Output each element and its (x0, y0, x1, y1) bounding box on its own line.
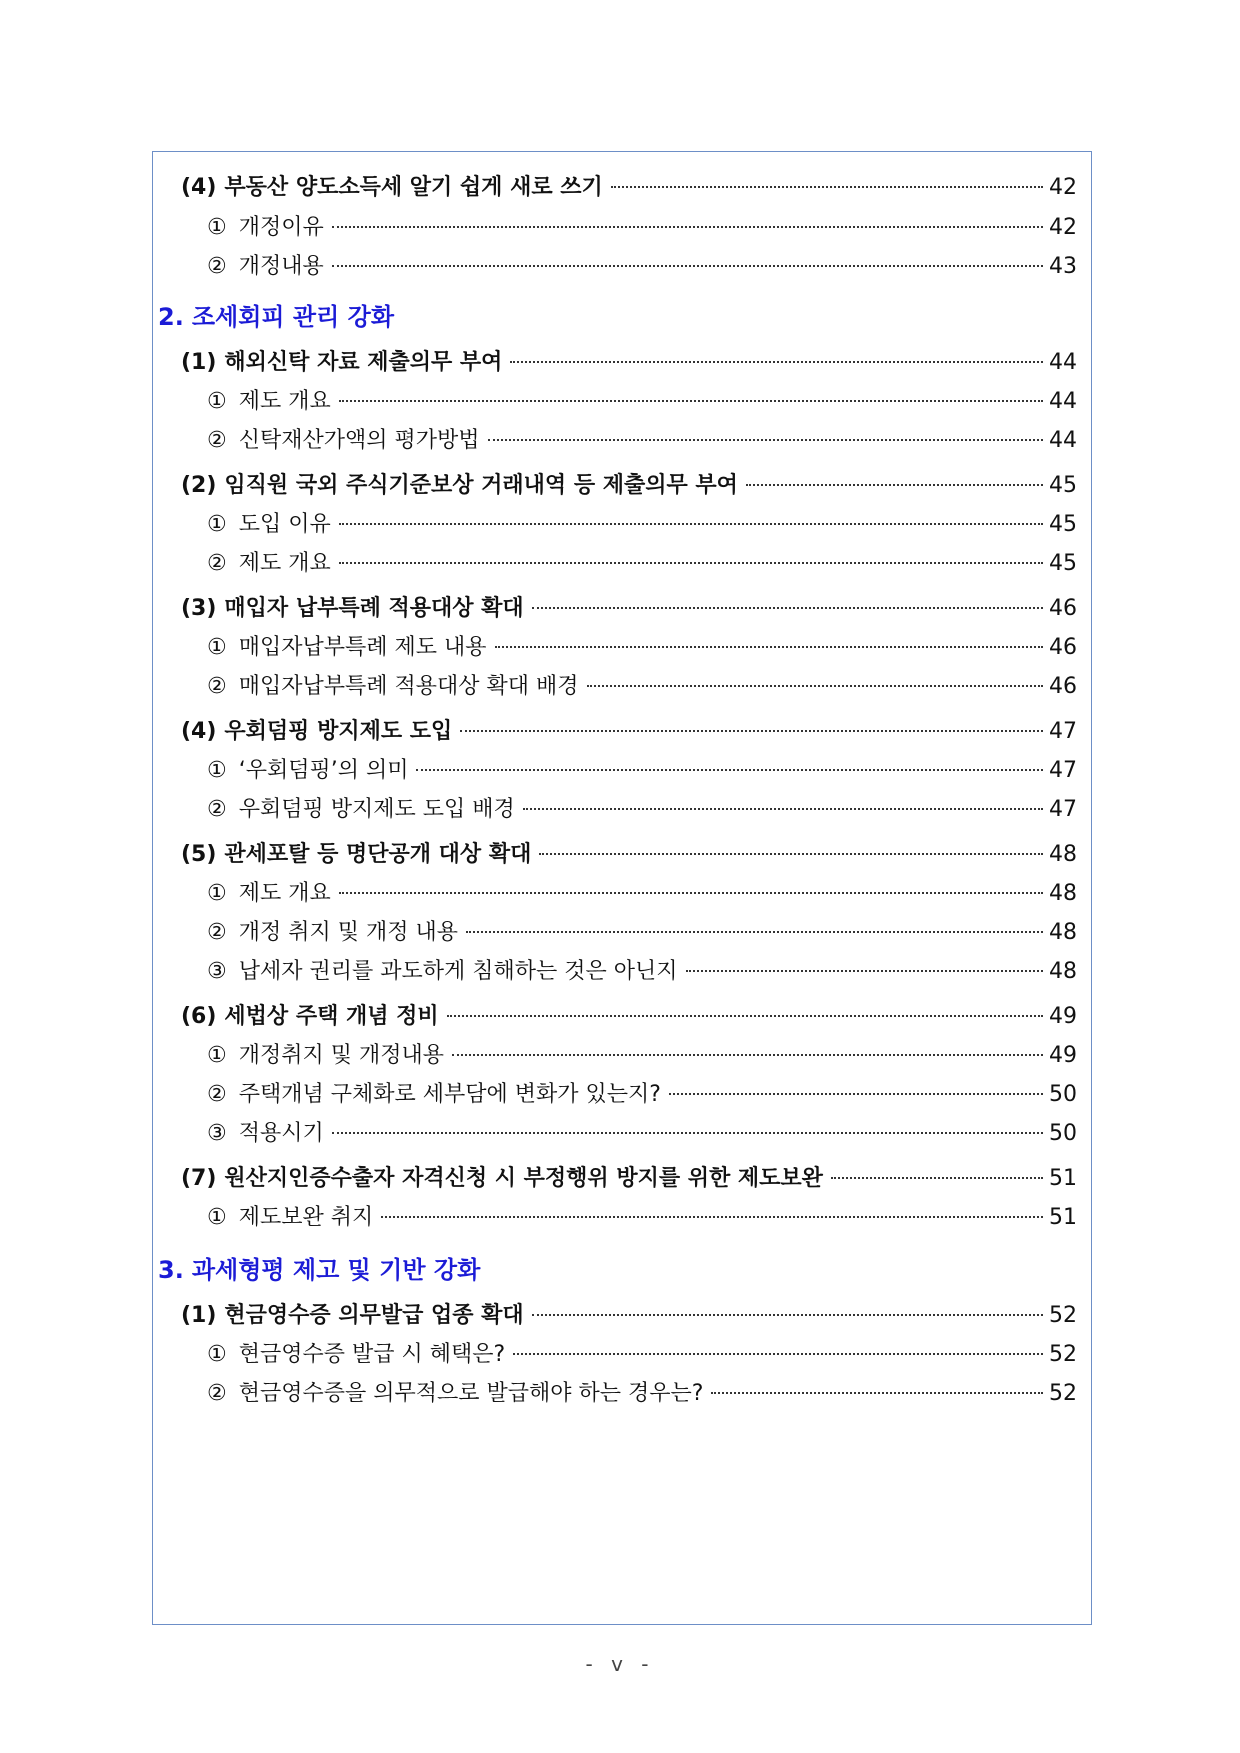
toc-entry-number: 2. (158, 303, 184, 331)
toc-page-number: 49 (1049, 1004, 1077, 1029)
toc-entry-title: 제도보완 취지 (238, 1205, 374, 1230)
toc-entry-label (207, 249, 324, 280)
toc-page-number: 44 (1049, 428, 1077, 453)
toc-subitem[interactable] (207, 210, 1077, 241)
toc-entry-label (207, 1077, 661, 1108)
dot-leader (523, 808, 1043, 810)
toc-entry-number: (2) (181, 473, 217, 498)
toc-item[interactable] (181, 1298, 1077, 1329)
toc-page-number: 46 (1049, 635, 1077, 660)
toc-item[interactable] (181, 591, 1077, 622)
toc-page-number: 48 (1049, 842, 1077, 867)
toc-entry-label (181, 591, 524, 622)
page-number: - v - (585, 1652, 655, 1676)
toc-entry-number: (6) (181, 1004, 217, 1029)
toc-entry-number: ① (207, 758, 227, 783)
toc-entry-title: 과세형평 제고 및 기반 강화 (191, 1256, 481, 1284)
toc-entry-number: (3) (181, 596, 217, 621)
toc-page-number: 44 (1049, 350, 1077, 375)
toc-entry-title: 우회덤핑 방지제도 도입 (224, 719, 453, 744)
toc-subitem[interactable] (207, 792, 1077, 823)
toc-entry-number: ② (207, 254, 227, 279)
toc-entry-label (207, 876, 331, 907)
toc-page-number: 52 (1049, 1342, 1077, 1367)
toc-entry-title: 제도 개요 (238, 551, 331, 576)
toc-page-number: 43 (1049, 254, 1077, 279)
toc-entry-title: 개정내용 (238, 254, 324, 279)
toc-entry-title: 해외신탁 자료 제출의무 부여 (224, 350, 503, 375)
toc-page-number: 51 (1049, 1205, 1077, 1230)
toc-page-number: 49 (1049, 1043, 1077, 1068)
toc-entry-title: 개정이유 (238, 215, 324, 240)
toc-entry-title: 신탁재산가액의 평가방법 (238, 428, 480, 453)
toc-entry-title: 관세포탈 등 명단공개 대상 확대 (224, 842, 532, 867)
dot-leader (452, 1054, 1043, 1056)
toc-subitem[interactable] (207, 249, 1077, 280)
toc-frame (152, 151, 1092, 1625)
toc-item[interactable] (181, 714, 1077, 745)
toc-subitem[interactable] (207, 546, 1077, 577)
toc-entry-title: 우회덤핑 방지제도 도입 배경 (238, 797, 515, 822)
toc-entry-title: 제도 개요 (238, 389, 331, 414)
toc-page-number: 51 (1049, 1166, 1077, 1191)
dot-leader (447, 1015, 1043, 1017)
toc-entry-number: 3. (158, 1256, 184, 1284)
dot-leader (381, 1216, 1043, 1218)
toc-subitem[interactable] (207, 423, 1077, 454)
toc-entry-label (207, 423, 480, 454)
toc-entry-title: 개정취지 및 개정내용 (238, 1043, 444, 1068)
dot-leader (332, 226, 1043, 228)
toc-subitem[interactable] (207, 507, 1077, 538)
dot-leader (611, 186, 1043, 188)
dot-leader (488, 439, 1043, 441)
toc-entry-label (181, 837, 531, 868)
toc-entry-number: ② (207, 551, 227, 576)
toc-entry-number: (4) (181, 719, 217, 744)
toc-subitem[interactable] (207, 1077, 1077, 1108)
toc-entry-label (181, 1298, 524, 1329)
toc-page-number: 42 (1049, 175, 1077, 200)
toc-entry-title: 납세자 권리를 과도하게 침해하는 것은 아닌지 (238, 959, 678, 984)
toc-subitem[interactable] (207, 630, 1077, 661)
toc-entry-number: ② (207, 920, 227, 945)
dot-leader (746, 484, 1043, 486)
dot-leader (686, 970, 1044, 972)
toc-entry-label (181, 714, 452, 745)
toc-page-number: 52 (1049, 1381, 1077, 1406)
dot-leader (831, 1177, 1043, 1179)
toc-page-number: 50 (1049, 1121, 1077, 1146)
dot-leader (332, 265, 1043, 267)
dot-leader (510, 361, 1043, 363)
toc-subitem[interactable] (207, 1200, 1077, 1231)
toc-page-number: 48 (1049, 881, 1077, 906)
toc-entry-number: ② (207, 674, 227, 699)
toc-entry-label (158, 1250, 480, 1285)
toc-entry-number: ① (207, 635, 227, 660)
toc-entry-title: 개정 취지 및 개정 내용 (238, 920, 458, 945)
toc-subitem[interactable] (207, 1337, 1077, 1368)
dot-leader (495, 646, 1044, 648)
dot-leader (416, 769, 1043, 771)
toc-subitem[interactable] (207, 954, 1077, 985)
toc-entry-number: ② (207, 1082, 227, 1107)
toc-entry-number: ② (207, 797, 227, 822)
toc-entry-label (207, 753, 408, 784)
toc-entry-label (207, 669, 579, 700)
toc-entry-number: ① (207, 512, 227, 537)
toc-entry-number: (4) (181, 175, 217, 200)
toc-entry-label (181, 1161, 823, 1192)
dot-leader (532, 1314, 1043, 1316)
toc-item[interactable] (181, 345, 1077, 376)
toc-entry-title: 세법상 주택 개념 정비 (224, 1004, 439, 1029)
dot-leader (339, 400, 1043, 402)
toc-entry-label (207, 1376, 703, 1407)
toc-entry-label (207, 1200, 373, 1231)
toc-subitem[interactable] (207, 915, 1077, 946)
dot-leader (669, 1093, 1043, 1095)
toc-entry-label (207, 1038, 444, 1069)
toc-entry-title: 주택개념 구체화로 세부담에 변화가 있는지? (238, 1082, 661, 1107)
toc-page-number: 48 (1049, 920, 1077, 945)
toc-page-number: 48 (1049, 959, 1077, 984)
dot-leader (532, 607, 1043, 609)
toc-subitem[interactable] (207, 1376, 1077, 1407)
toc-entry-number: ① (207, 1205, 227, 1230)
toc-page-number: 47 (1049, 797, 1077, 822)
toc-entry-title: 임직원 국외 주식기준보상 거래내역 등 제출의무 부여 (224, 473, 738, 498)
toc-page-number: 45 (1049, 512, 1077, 537)
dot-leader (332, 1132, 1043, 1134)
dot-leader (339, 892, 1043, 894)
toc-entry-number: ③ (207, 1121, 227, 1146)
dot-leader (339, 523, 1043, 525)
toc-entry-label (158, 297, 394, 332)
toc-entry-title: 현금영수증 의무발급 업종 확대 (224, 1303, 524, 1328)
dot-leader (587, 685, 1044, 687)
toc-entry-title: 매입자납부특례 적용대상 확대 배경 (238, 674, 579, 699)
dot-leader (539, 853, 1043, 855)
toc-entry-title: 도입 이유 (238, 512, 331, 537)
toc-entry-title: 제도 개요 (238, 881, 331, 906)
toc-subitem[interactable] (207, 669, 1077, 700)
toc-item[interactable] (181, 1161, 1077, 1192)
toc-entry-label (207, 384, 331, 415)
toc-page-number: 45 (1049, 551, 1077, 576)
toc-page-number: 46 (1049, 596, 1077, 621)
toc-section-heading[interactable] (158, 1250, 1077, 1285)
toc-subitem[interactable] (207, 876, 1077, 907)
toc-subitem[interactable] (207, 384, 1077, 415)
toc-entry-number: ③ (207, 959, 227, 984)
toc-entry-label (181, 170, 603, 201)
toc-page-number: 52 (1049, 1303, 1077, 1328)
toc-entry-title: 매입자 납부특례 적용대상 확대 (224, 596, 524, 621)
toc-page-number: 42 (1049, 215, 1077, 240)
dot-leader (466, 931, 1043, 933)
toc-entry-title: ‘우회덤핑’의 의미 (238, 758, 409, 783)
toc-subitem[interactable] (207, 1038, 1077, 1069)
toc-entry-title: 부동산 양도소득세 알기 쉽게 새로 쓰기 (224, 175, 603, 200)
toc-entry-title: 조세회피 관리 강화 (191, 303, 395, 331)
dot-leader (513, 1353, 1043, 1355)
toc-subitem[interactable] (207, 753, 1077, 784)
toc-item[interactable] (181, 999, 1077, 1030)
toc-section-heading[interactable] (158, 297, 1077, 332)
toc-entry-title: 매입자납부특례 제도 내용 (238, 635, 487, 660)
toc-entry-label (207, 954, 678, 985)
toc-entry-label (207, 1337, 505, 1368)
toc-entry-label (207, 1116, 324, 1147)
toc-entry-label (207, 915, 458, 946)
dot-leader (339, 562, 1043, 564)
toc-entry-number: ① (207, 215, 227, 240)
toc-item[interactable] (181, 837, 1077, 868)
toc-entry-title: 현금영수증 발급 시 혜택은? (238, 1342, 506, 1367)
toc-entry-title: 원산지인증수출자 자격신청 시 부정행위 방지를 위한 제도보완 (224, 1166, 823, 1191)
toc-item[interactable] (181, 468, 1077, 499)
toc-entry-number: ① (207, 1043, 227, 1068)
dot-leader (711, 1392, 1043, 1394)
toc-page-number: 45 (1049, 473, 1077, 498)
toc-entry-number: ② (207, 1381, 227, 1406)
toc-entry-label (181, 468, 738, 499)
toc-entry-label (181, 999, 439, 1030)
toc-entry-label (207, 210, 324, 241)
toc-entry-number: (1) (181, 1303, 217, 1328)
toc-entry-title: 현금영수증을 의무적으로 발급해야 하는 경우는? (238, 1381, 704, 1406)
dot-leader (460, 730, 1043, 732)
toc-entry-number: (1) (181, 350, 217, 375)
toc-subitem[interactable] (207, 1116, 1077, 1147)
toc-page-number: 46 (1049, 674, 1077, 699)
toc-entry-title: 적용시기 (238, 1121, 324, 1146)
toc-entry-label (207, 507, 331, 538)
toc-page-number: 47 (1049, 758, 1077, 783)
toc-entry-number: ② (207, 428, 227, 453)
toc-entry-label (207, 630, 487, 661)
toc-page-number: 44 (1049, 389, 1077, 414)
toc-item[interactable] (181, 170, 1077, 201)
toc-entry-number: ① (207, 881, 227, 906)
toc-entry-number: ① (207, 389, 227, 414)
toc-entry-number: (5) (181, 842, 217, 867)
toc-page-number: 50 (1049, 1082, 1077, 1107)
toc-entry-label (181, 345, 502, 376)
toc-entry-label (207, 792, 515, 823)
toc-page-number: 47 (1049, 719, 1077, 744)
toc-entry-number: ① (207, 1342, 227, 1367)
toc-entry-label (207, 546, 331, 577)
toc-entry-number: (7) (181, 1166, 217, 1191)
